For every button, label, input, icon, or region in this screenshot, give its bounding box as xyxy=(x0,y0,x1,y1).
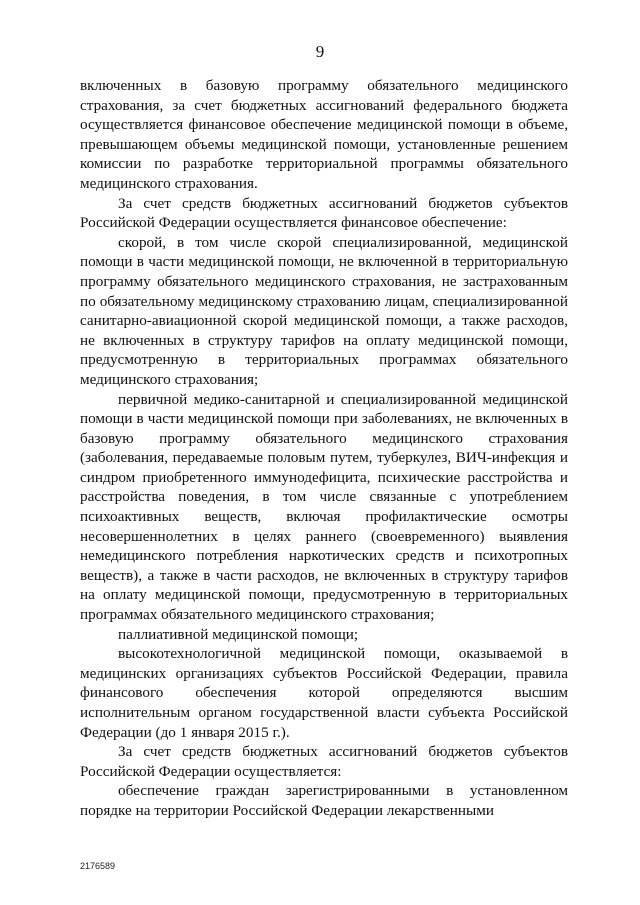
paragraph-primary-care: первичной медико-санитарной и специализированной медицинской помощи в части медицинской помощи при заболеваниях, не включенных в базовую программу обязательного медицинского страхования (заболевания, передаваемые половым путем, туберкулез, ВИЧ-инфекция и синдром приобретенного иммунодефицита, психические расстройства и расстройства поведения, в том числе связанные с употреблением психоактивных веществ, включая профилактические осмотры несовершеннолетних в целях раннего (своевременного) выявления немедицинского потребления наркотических средств и психотропных веществ), а также в части расходов, не включенных в структуру тарифов на оплату медицинской помощи, предусмотренную в территориальных программах обязательного медицинского страхования; xyxy=(80,390,568,624)
page-number: 9 xyxy=(315,42,325,61)
paragraph-drug-provision: обеспечение граждан зарегистрированными в установленном порядке на территории Российской Федерации лекарственными xyxy=(80,782,568,819)
paragraph-palliative-care: паллиативной медицинской помощи; xyxy=(118,625,359,643)
document-body xyxy=(80,76,568,821)
paragraph-regional-budget-provides: За счет средств бюджетных ассигнований бюджетов субъектов Российской Федерации осуществляется: xyxy=(80,743,568,780)
paragraph-regional-budget-intro: За счет средств бюджетных ассигнований бюджетов субъектов Российской Федерации осуществляется финансовое обеспечение: xyxy=(80,194,568,232)
paragraph-continuation: включенных в базовую программу обязательного медицинского страхования, за счет бюджетных ассигнований федерального бюджета осуществляется финансовое обеспечение медицинской помощи в объеме, превышающем объемы медицинской помощи, установленные решением комиссии по разработке территориальной программы обязательного медицинского страхования. xyxy=(80,77,568,192)
paragraph-high-tech-care: высокотехнологичной медицинской помощи, оказываемой в медицинских организациях субъектов Российской Федерации, правила финансового обеспечения которой определяются высшим исполнительным органом государственной власти субъекта Российской Федерации (до 1 января 2015 г.). xyxy=(80,645,568,741)
document-code: 2176589 xyxy=(80,861,116,871)
paragraph-emergency-care: скорой, в том числе скорой специализированной, медицинской помощи в части медицинской помощи, не включенной в территориальную программу обязательного медицинского страхования, не застрахованным по обязательному медицинскому страхованию лицам, специализированной санитарно-авиационной скорой медицинской помощи, а также расходов, не включенных в структуру тарифов на оплату медицинской помощи, предусмотренную в территориальных программах обязательного медицинского страхования; xyxy=(80,233,568,388)
